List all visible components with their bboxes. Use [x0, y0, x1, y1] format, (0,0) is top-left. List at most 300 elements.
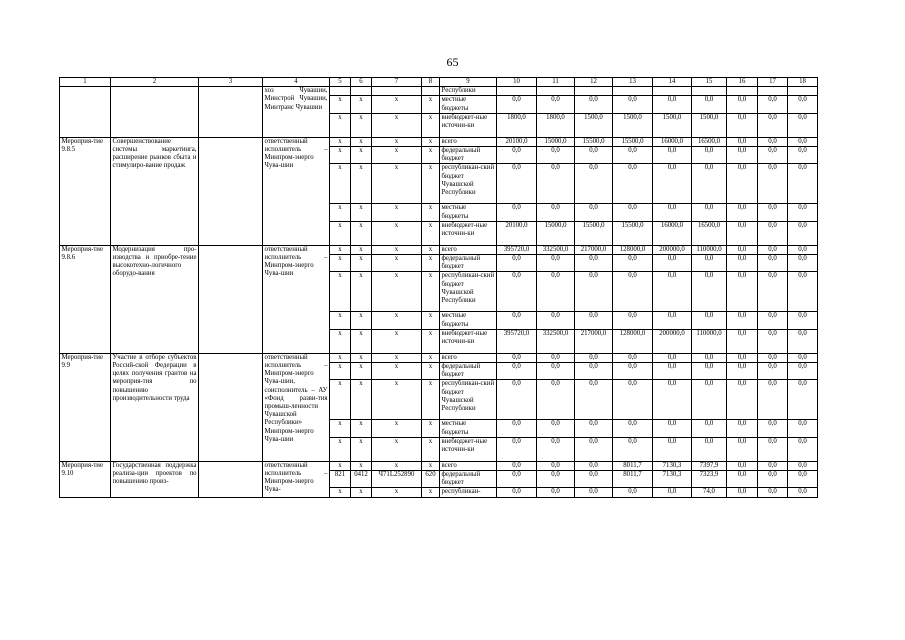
value-cell: 15500,0 — [575, 137, 613, 146]
activity-cell: Мероприя-тие 9.8.6 — [60, 245, 111, 353]
column-header: 15 — [692, 78, 727, 87]
value-cell: 0,0 — [692, 164, 727, 204]
value-cell: 0,0 — [613, 437, 653, 461]
activity-name-cell: Участие в отборе субъектов Россий-ской Федерации в целях получения грантов на мероприя-тия по повышению производительности труда — [111, 353, 199, 461]
value-cell: 8011,7 — [613, 461, 653, 470]
value-cell: 0,0 — [537, 461, 575, 470]
code-cell: x — [351, 96, 372, 113]
value-cell: 0,0 — [758, 380, 788, 420]
code-cell: x — [351, 312, 372, 329]
value-cell — [575, 87, 613, 96]
column-header: 14 — [653, 78, 692, 87]
code-cell: 620 — [422, 471, 440, 488]
value-cell: 0,0 — [788, 380, 818, 420]
value-cell: 0,0 — [653, 96, 692, 113]
value-cell — [653, 87, 692, 96]
code-cell: x — [372, 461, 422, 470]
code-cell: x — [422, 164, 440, 204]
column-header: 16 — [727, 78, 758, 87]
code-cell: x — [330, 461, 351, 470]
column-header: 3 — [199, 78, 263, 87]
code-cell: x — [330, 221, 351, 245]
empty-cell — [199, 461, 263, 497]
value-cell: 0,0 — [758, 255, 788, 272]
value-cell: 0,0 — [788, 363, 818, 380]
value-cell: 0,0 — [758, 221, 788, 245]
activity-name-cell: Модернизация про-изводства и приобре-тение высокотехно-логичного оборудо-вания — [111, 245, 199, 353]
code-cell: x — [372, 353, 422, 362]
value-cell: 16500,0 — [692, 137, 727, 146]
value-cell: 0,0 — [692, 255, 727, 272]
value-cell: 0,0 — [788, 164, 818, 204]
value-cell: 0,0 — [575, 420, 613, 437]
code-cell: x — [351, 420, 372, 437]
value-cell: 0,0 — [727, 113, 758, 137]
value-cell: 332500,0 — [537, 245, 575, 254]
column-header: 8 — [422, 78, 440, 87]
budget-table — [59, 77, 818, 498]
code-cell: x — [422, 113, 440, 137]
value-cell: 0,0 — [653, 437, 692, 461]
value-cell: 8011,7 — [613, 471, 653, 488]
code-cell: x — [330, 437, 351, 461]
code-cell: x — [351, 461, 372, 470]
value-cell — [788, 87, 818, 96]
value-cell: 0,0 — [788, 329, 818, 353]
value-cell: 395720,0 — [497, 329, 537, 353]
value-cell: 0,0 — [692, 420, 727, 437]
value-cell: 0,0 — [497, 471, 537, 488]
value-cell: 0,0 — [727, 329, 758, 353]
code-cell: x — [351, 272, 372, 312]
code-cell: 0412 — [351, 471, 372, 488]
value-cell: 0,0 — [692, 272, 727, 312]
activity-cell — [60, 87, 111, 138]
value-cell: 0,0 — [497, 312, 537, 329]
code-cell: x — [372, 164, 422, 204]
value-cell: 0,0 — [727, 461, 758, 470]
value-cell: 0,0 — [537, 363, 575, 380]
funding-source-cell: внебюджет-ные источни-ки — [440, 113, 497, 137]
value-cell: 0,0 — [727, 353, 758, 362]
funding-source-cell: внебюджет-ные источни-ки — [440, 221, 497, 245]
value-cell: 0,0 — [758, 312, 788, 329]
value-cell: 0,0 — [788, 113, 818, 137]
value-cell: 0,0 — [575, 353, 613, 362]
code-cell: x — [351, 147, 372, 164]
value-cell: 0,0 — [497, 488, 537, 497]
value-cell: 0,0 — [537, 488, 575, 497]
code-cell: x — [330, 96, 351, 113]
code-cell: x — [372, 329, 422, 353]
value-cell: 110000,0 — [692, 245, 727, 254]
code-cell: x — [422, 420, 440, 437]
value-cell — [727, 87, 758, 96]
value-cell: 0,0 — [727, 488, 758, 497]
value-cell: 0,0 — [727, 96, 758, 113]
value-cell: 0,0 — [727, 312, 758, 329]
value-cell: 0,0 — [788, 461, 818, 470]
value-cell: 0,0 — [788, 204, 818, 221]
responsible-cell: хоз Чувашии, Минстрой Чувашии, Минтранс Чувашии — [263, 87, 330, 138]
funding-source-cell: всего — [440, 353, 497, 362]
empty-cell — [199, 245, 263, 353]
code-cell — [351, 87, 372, 96]
code-cell: x — [330, 113, 351, 137]
activity-name-cell: Совершенствование системы маркетинга, расширение рынков сбыта и стимулиро-вание продаж — [111, 137, 199, 245]
value-cell: 0,0 — [758, 113, 788, 137]
value-cell: 0,0 — [613, 380, 653, 420]
value-cell: 0,0 — [788, 245, 818, 254]
value-cell: 0,0 — [613, 147, 653, 164]
value-cell: 0,0 — [575, 363, 613, 380]
value-cell: 0,0 — [727, 363, 758, 380]
value-cell: 1500,0 — [613, 113, 653, 137]
responsible-cell: ответственный исполнитель – Минпром-энерго Чува-шии — [263, 137, 330, 245]
column-header: 9 — [440, 78, 497, 87]
value-cell: 0,0 — [653, 164, 692, 204]
value-cell: 0,0 — [788, 137, 818, 146]
value-cell: 395720,0 — [497, 245, 537, 254]
column-header: 12 — [575, 78, 613, 87]
value-cell: 15000,0 — [537, 137, 575, 146]
funding-source-cell: местные бюджеты — [440, 204, 497, 221]
value-cell: 0,0 — [653, 488, 692, 497]
code-cell: x — [372, 488, 422, 497]
value-cell: 15500,0 — [575, 221, 613, 245]
value-cell: 7323,9 — [692, 471, 727, 488]
value-cell: 1500,0 — [575, 113, 613, 137]
code-cell: x — [351, 255, 372, 272]
code-cell: x — [422, 461, 440, 470]
value-cell: 0,0 — [727, 164, 758, 204]
funding-source-cell: федеральный бюджет — [440, 363, 497, 380]
value-cell: 16000,0 — [653, 137, 692, 146]
value-cell: 0,0 — [537, 147, 575, 164]
value-cell: 0,0 — [575, 164, 613, 204]
value-cell: 0,0 — [497, 420, 537, 437]
value-cell: 0,0 — [497, 380, 537, 420]
column-header: 2 — [111, 78, 199, 87]
value-cell: 0,0 — [758, 272, 788, 312]
value-cell: 0,0 — [727, 245, 758, 254]
code-cell: x — [330, 380, 351, 420]
code-cell: x — [330, 363, 351, 380]
value-cell: 0,0 — [788, 96, 818, 113]
funding-source-cell: местные бюджеты — [440, 96, 497, 113]
code-cell: x — [422, 363, 440, 380]
code-cell: x — [330, 255, 351, 272]
value-cell: 0,0 — [613, 488, 653, 497]
value-cell: 0,0 — [613, 353, 653, 362]
code-cell: x — [351, 113, 372, 137]
value-cell: 1500,0 — [692, 113, 727, 137]
value-cell: 0,0 — [497, 272, 537, 312]
value-cell: 0,0 — [727, 147, 758, 164]
funding-source-cell: внебюджет-ные источни-ки — [440, 437, 497, 461]
code-cell — [330, 87, 351, 96]
code-cell: x — [351, 488, 372, 497]
code-cell: x — [351, 363, 372, 380]
value-cell: 0,0 — [758, 420, 788, 437]
value-cell: 0,0 — [758, 437, 788, 461]
funding-source-cell: местные бюджеты — [440, 312, 497, 329]
code-cell: x — [422, 312, 440, 329]
code-cell: x — [372, 96, 422, 113]
value-cell: 0,0 — [537, 164, 575, 204]
value-cell: 217000,0 — [575, 329, 613, 353]
funding-source-cell: республикан-ский бюджет Чувашской Республики — [440, 272, 497, 312]
value-cell: 0,0 — [758, 461, 788, 470]
table-row — [60, 245, 818, 254]
value-cell: 110000,0 — [692, 329, 727, 353]
value-cell: 0,0 — [788, 420, 818, 437]
column-header: 18 — [788, 78, 818, 87]
funding-source-cell: местные бюджеты — [440, 420, 497, 437]
value-cell: 1500,0 — [653, 113, 692, 137]
table-row — [60, 353, 818, 362]
value-cell: 0,0 — [788, 353, 818, 362]
value-cell: 0,0 — [575, 380, 613, 420]
value-cell: 0,0 — [692, 96, 727, 113]
value-cell: 0,0 — [727, 255, 758, 272]
value-cell: 16500,0 — [692, 221, 727, 245]
header-row — [60, 78, 818, 87]
value-cell: 0,0 — [727, 204, 758, 221]
value-cell: 0,0 — [537, 312, 575, 329]
value-cell: 0,0 — [692, 204, 727, 221]
value-cell: 0,0 — [692, 437, 727, 461]
value-cell: 0,0 — [575, 255, 613, 272]
value-cell: 0,0 — [497, 437, 537, 461]
column-header: 4 — [263, 78, 330, 87]
value-cell: 0,0 — [613, 255, 653, 272]
activity-name-cell: Государственная поддержка реализа-ции проектов по повышению произ- — [111, 461, 199, 497]
code-cell: x — [330, 329, 351, 353]
code-cell: x — [372, 137, 422, 146]
value-cell: 15000,0 — [537, 221, 575, 245]
code-cell: x — [351, 437, 372, 461]
value-cell: 0,0 — [575, 488, 613, 497]
activity-cell: Мероприя-тие 9.10 — [60, 461, 111, 497]
activity-cell: Мероприя-тие 9.8.5 — [60, 137, 111, 245]
value-cell: 0,0 — [497, 204, 537, 221]
table-row — [60, 137, 818, 146]
value-cell: 0,0 — [537, 255, 575, 272]
value-cell: 0,0 — [537, 420, 575, 437]
value-cell: 0,0 — [653, 147, 692, 164]
value-cell: 200000,0 — [653, 329, 692, 353]
value-cell: 0,0 — [537, 96, 575, 113]
column-header: 5 — [330, 78, 351, 87]
value-cell: 7130,3 — [653, 461, 692, 470]
value-cell: 0,0 — [788, 312, 818, 329]
code-cell: x — [372, 245, 422, 254]
value-cell: 128000,0 — [613, 245, 653, 254]
value-cell — [613, 87, 653, 96]
value-cell: 0,0 — [537, 471, 575, 488]
value-cell: 0,0 — [575, 312, 613, 329]
value-cell: 0,0 — [788, 488, 818, 497]
code-cell: x — [422, 221, 440, 245]
column-header: 10 — [497, 78, 537, 87]
value-cell: 7397,9 — [692, 461, 727, 470]
value-cell — [692, 87, 727, 96]
code-cell: x — [422, 96, 440, 113]
code-cell: x — [422, 380, 440, 420]
code-cell: x — [372, 363, 422, 380]
funding-source-cell: всего — [440, 461, 497, 470]
value-cell: 0,0 — [613, 363, 653, 380]
value-cell: 0,0 — [653, 363, 692, 380]
code-cell: x — [372, 380, 422, 420]
value-cell: 0,0 — [788, 221, 818, 245]
code-cell: x — [422, 147, 440, 164]
funding-source-cell: федеральный бюджет — [440, 471, 497, 488]
value-cell: 0,0 — [497, 255, 537, 272]
code-cell: x — [330, 312, 351, 329]
value-cell: 0,0 — [613, 164, 653, 204]
value-cell: 0,0 — [653, 272, 692, 312]
value-cell: 0,0 — [727, 437, 758, 461]
code-cell: x — [330, 488, 351, 497]
value-cell — [497, 87, 537, 96]
code-cell: x — [351, 380, 372, 420]
value-cell: 0,0 — [497, 461, 537, 470]
value-cell: 0,0 — [575, 437, 613, 461]
code-cell: x — [330, 204, 351, 221]
code-cell: x — [372, 272, 422, 312]
value-cell: 0,0 — [537, 380, 575, 420]
table-row — [60, 461, 818, 470]
value-cell: 0,0 — [613, 312, 653, 329]
code-cell: x — [422, 488, 440, 497]
empty-cell — [199, 87, 263, 138]
value-cell: 1800,0 — [537, 113, 575, 137]
value-cell: 0,0 — [653, 204, 692, 221]
code-cell: x — [330, 137, 351, 146]
funding-source-cell: федеральный бюджет — [440, 255, 497, 272]
responsible-cell: ответственный исполнитель – Минпром-энерго Чува-шии — [263, 245, 330, 353]
value-cell: 0,0 — [727, 420, 758, 437]
value-cell: 0,0 — [613, 204, 653, 221]
code-cell: x — [372, 255, 422, 272]
value-cell: 0,0 — [788, 471, 818, 488]
value-cell: 0,0 — [788, 272, 818, 312]
code-cell: x — [372, 147, 422, 164]
table-row — [60, 87, 818, 96]
activity-name-cell — [111, 87, 199, 138]
responsible-cell: ответственный исполнитель – Минпром-энерго Чува- — [263, 461, 330, 497]
value-cell: 0,0 — [758, 353, 788, 362]
column-header: 13 — [613, 78, 653, 87]
value-cell: 0,0 — [537, 272, 575, 312]
code-cell: x — [422, 329, 440, 353]
value-cell: 74,0 — [692, 488, 727, 497]
column-header: 1 — [60, 78, 111, 87]
code-cell: x — [351, 137, 372, 146]
code-cell: x — [351, 204, 372, 221]
column-header: 7 — [372, 78, 422, 87]
value-cell: 0,0 — [758, 471, 788, 488]
value-cell: 0,0 — [537, 437, 575, 461]
value-cell: 128000,0 — [613, 329, 653, 353]
code-cell: x — [330, 272, 351, 312]
value-cell: 0,0 — [537, 353, 575, 362]
code-cell: x — [330, 245, 351, 254]
value-cell: 0,0 — [613, 420, 653, 437]
value-cell: 16000,0 — [653, 221, 692, 245]
code-cell: x — [351, 329, 372, 353]
funding-source-cell: всего — [440, 137, 497, 146]
column-header: 6 — [351, 78, 372, 87]
code-cell: x — [422, 137, 440, 146]
column-header: 11 — [537, 78, 575, 87]
code-cell: x — [330, 353, 351, 362]
value-cell: 0,0 — [653, 380, 692, 420]
value-cell: 0,0 — [758, 204, 788, 221]
responsible-cell: ответственный исполнитель – Минпром-энерго Чува-шии, соисполнитель – АУ «Фонд разви-тия промыш-ленности Чувашской Республики» Минпром-энерго Чува-шии — [263, 353, 330, 461]
value-cell: 7130,3 — [653, 471, 692, 488]
activity-cell: Мероприя-тие 9.9 — [60, 353, 111, 461]
code-cell: x — [330, 164, 351, 204]
funding-source-cell: республикан- — [440, 488, 497, 497]
value-cell: 0,0 — [575, 204, 613, 221]
page-number: 65 — [446, 55, 459, 69]
code-cell: x — [372, 312, 422, 329]
value-cell: 200000,0 — [653, 245, 692, 254]
code-cell: 821 — [330, 471, 351, 488]
value-cell: 0,0 — [497, 363, 537, 380]
column-header: 17 — [758, 78, 788, 87]
code-cell — [372, 87, 422, 96]
value-cell: 0,0 — [575, 471, 613, 488]
funding-source-cell: всего — [440, 245, 497, 254]
value-cell: 0,0 — [497, 96, 537, 113]
code-cell: x — [351, 245, 372, 254]
value-cell: 20100,0 — [497, 221, 537, 245]
value-cell: 0,0 — [727, 471, 758, 488]
code-cell: x — [372, 204, 422, 221]
value-cell: 0,0 — [758, 137, 788, 146]
value-cell — [758, 87, 788, 96]
value-cell: 0,0 — [727, 272, 758, 312]
value-cell: 0,0 — [497, 147, 537, 164]
funding-source-cell: Республики — [440, 87, 497, 96]
value-cell: 0,0 — [758, 363, 788, 380]
funding-source-cell: республикан-ский бюджет Чувашской Республики — [440, 164, 497, 204]
funding-source-cell: федеральный бюджет — [440, 147, 497, 164]
code-cell: x — [372, 221, 422, 245]
value-cell: 20100,0 — [497, 137, 537, 146]
value-cell: 0,0 — [788, 255, 818, 272]
value-cell: 0,0 — [613, 96, 653, 113]
value-cell: 0,0 — [692, 380, 727, 420]
code-cell: x — [372, 113, 422, 137]
value-cell: 0,0 — [653, 312, 692, 329]
value-cell: 0,0 — [758, 329, 788, 353]
value-cell — [537, 87, 575, 96]
value-cell: 0,0 — [653, 420, 692, 437]
value-cell: 0,0 — [575, 96, 613, 113]
code-cell: x — [422, 255, 440, 272]
code-cell: x — [330, 420, 351, 437]
code-cell: x — [422, 437, 440, 461]
value-cell: 0,0 — [758, 488, 788, 497]
code-cell: x — [422, 272, 440, 312]
empty-cell — [199, 137, 263, 245]
code-cell: x — [372, 420, 422, 437]
